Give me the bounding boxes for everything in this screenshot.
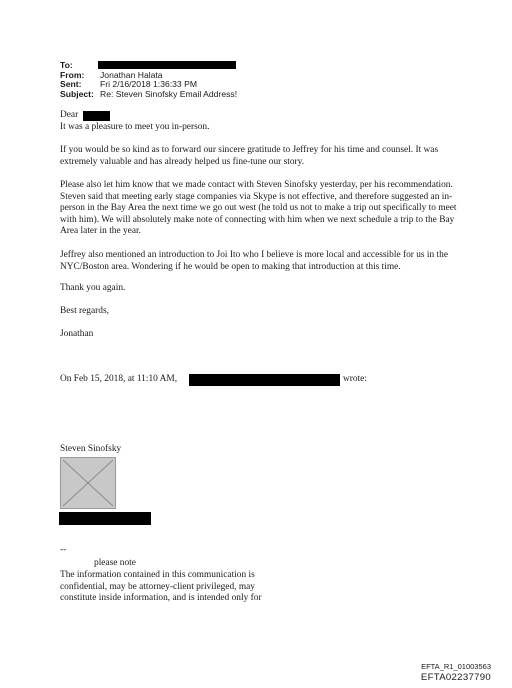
greeting-line [60, 110, 78, 122]
from-value: Jonathan Halata [100, 69, 163, 80]
thank-you-text: Thank you again. [60, 283, 126, 293]
subject-value: Re: Steven Sinofsky Email Address! [100, 88, 238, 99]
paragraph-3-text: Please also let him know that we made contact with Steven Sinofsky yesterday, per his recommendation. Steven said that meeting early stage companies via Skype is not effective, and therefore suggested an in-person in the Bay Area the next time we go out west (he told us not to make a trip out specifically to meet with him). We will absolutely make note of connecting with him when we next schedule a trip to the Bay Area later in the year. [60, 180, 457, 237]
subject-label: Subject: [60, 88, 94, 99]
paragraph-3 [60, 180, 460, 238]
disclaimer-line-1: The information contained in this communication is [60, 570, 255, 580]
redaction-recipient-name [83, 111, 110, 121]
paragraph-2-text: If you would be so kind as to forward our sincere gratitude to Jeffrey for his time and counsel. It was extremely valuable and has already helped us fine-tune our story. [60, 145, 439, 167]
quote-intro-prefix: On Feb 15, 2018, at 11:10 AM, [60, 374, 178, 384]
disclaimer-block [60, 570, 320, 605]
signature-name-block [60, 444, 460, 456]
from-label: From: [60, 69, 85, 80]
bates-number-1: EFTA_R1_01003563 [421, 662, 491, 671]
quote-intro-end [343, 374, 443, 386]
broken-image-placeholder [60, 457, 116, 509]
greeting-text: Dear [60, 110, 79, 120]
please-note-text: please note [94, 558, 136, 568]
disclaimer-line-3: constitute inside information, and is intended only for [60, 593, 262, 604]
quote-intro-suffix: wrote: [343, 374, 367, 384]
please-note-block [94, 558, 494, 570]
signature-name: Steven Sinofsky [60, 444, 122, 454]
paragraph-4 [60, 250, 460, 273]
sent-label: Sent: [60, 79, 82, 90]
paragraph-1 [60, 122, 460, 134]
disclaimer-line-2: confidential, may be attorney-client privileged, may [60, 581, 255, 592]
redaction-to-address [98, 61, 236, 69]
closing-text: Best regards, [60, 306, 109, 316]
redaction-quote-sender [189, 374, 340, 386]
sender-signoff: Jonathan [60, 329, 94, 339]
paragraph-2 [60, 145, 460, 168]
paragraph-1-text: It was a pleasure to meet you in-person. [60, 122, 210, 132]
paragraph-6 [60, 306, 460, 318]
paragraph-4-text: Jeffrey also mentioned an introduction to Joi Ito who I believe is more local and accessible for us in the NYC/Boston area. Wondering if he would be open to making that introduction at this time. [60, 250, 449, 272]
paragraph-7 [60, 329, 460, 341]
redaction-signature-detail [59, 512, 151, 525]
sent-value: Fri 2/16/2018 1:36:33 PM [100, 79, 197, 90]
signature-separator-block [60, 545, 460, 557]
paragraph-5 [60, 283, 460, 295]
to-label: To: [60, 60, 73, 70]
signature-separator: -- [60, 545, 67, 555]
bates-number-2: EFTA02237790 [420, 672, 491, 683]
image-placeholder-icon [61, 458, 115, 508]
